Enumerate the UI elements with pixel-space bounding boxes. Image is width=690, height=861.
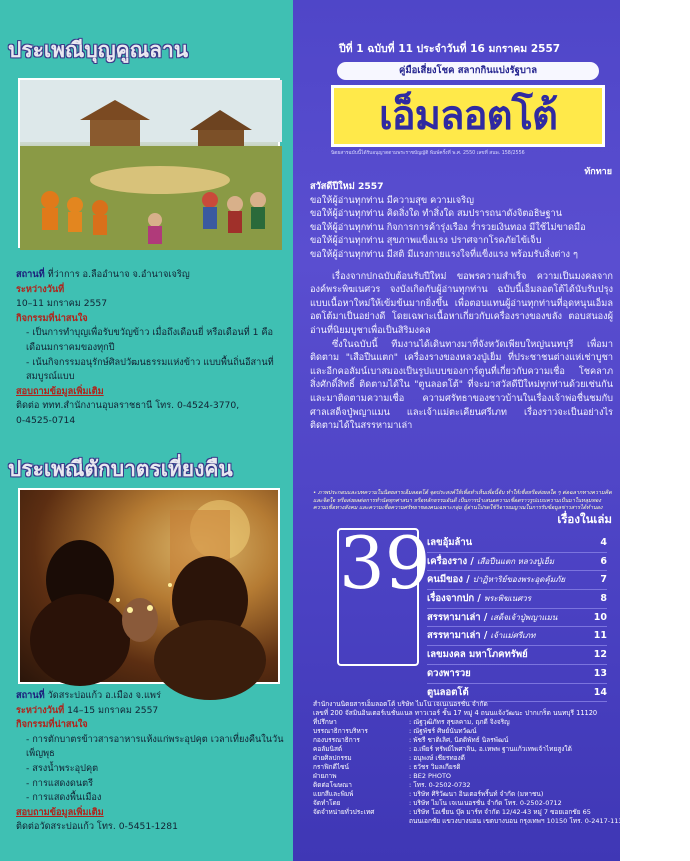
contact-line: 0-4525-0714 — [16, 414, 76, 426]
rice-ceremony-illustration — [20, 80, 282, 250]
staff-row: คอลัมนิสต์ : อ.เพียร์ ทรัพย์ไพศาลิน, อ.เหพพ ฐานแก้วเทพเจ้าไทยสูงใต้ — [313, 745, 572, 753]
greeting-line: ขอให้ผู้อ่านทุกท่าน มีสติ มีแรงกายแรงใจที่แข็งแรง พร้อมรับสิ่งต่าง ๆ — [310, 248, 578, 260]
editorial-paragraph: ซึ่งในฉบับนี้ ทีมงานได้เดินทางมาที่จังหวัดเพียบใหญ่นนทบุรี เพื่อมาติดตาม "เสือปืนแตก" เครื่องรางของหลวงปู่เย็ม ที่ประชาชนต่างแห่เช่าบูชา และอีกคอลัมน์เบาสมองเป็นรูปแบบของการ์ตูนที่เกี่ยวกับความเชื่อ โชคลาภ สิ่งศักดิ์สิทธิ์ ติดตามได้ใน "ตูนลอตโต้" ที่จะมาสวัสดีปีใหม่ทุกท่านด้วยเช่นกัน และมาติดตามความเชื่อ ความศรัทธาของชาวบ้านในเรื่องเจ้าพ่อชื่นชมกับศาลเสด็จปู่พญาแมน และเจ้าแม่ตะเคียนศรีเภท เรื่องราวจะเป็นอย่างไรติดตามได้ในสรรหามาเล่า — [310, 338, 613, 432]
date-label: ระหว่างวันที่ — [16, 704, 65, 716]
legal-line: นิตยสารฉบับนี้ได้รับอนุญาตตามพระราชบัญญัติ พิมพ์ครั้งที่ พ.ศ. 2550 เลขที่ สนพ. 158/2556 — [331, 151, 525, 156]
staff-row: บรรณาธิการบริหาร : ณัฐพัชร์ ศิษย์นันทวัฒน์ — [313, 727, 477, 735]
contact-heading: สอบถามข้อมูลเพิ่มเติม — [16, 385, 104, 397]
staff-row: ถนนเอกชัย แขวงบางบอน เขตบางบอน กรุงเทพฯ 10150 โทร. 0-2417-1133 แฟกซ์ 0-2898-0505 — [409, 817, 690, 825]
staff-row: แยกสีและพิมพ์ : บริษัท ศิริวัฒนา อินเตอร์พริ้นท์ จำกัด (มหาชน) — [313, 790, 544, 798]
toc-row[interactable]: เครื่องราง / เสือปืนแตก หลวงปู่เย็ม 6 — [427, 553, 607, 572]
date-value: 14–15 มกราคม 2557 — [67, 704, 159, 716]
tagline-pill: คู่มือเสี่ยงโชค สลากกินแบ่งรัฐบาล — [337, 62, 599, 80]
editorial-body — [310, 180, 613, 433]
toc-row[interactable]: เรื่องจากปก / พระพิฆเนศวร 8 — [427, 590, 607, 609]
greeting-line: ขอให้ผู้อ่านทุกท่าน กิจการการค้ารุ่งเรือง ร่ำรวยเงินทอง มีใช้ไม่ขาดมือ — [310, 221, 586, 233]
greeting-line: ขอให้ผู้อ่านทุกท่าน คิดสิ่งใด ทำสิ่งใด สมปรารถนาดังจิตอธิษฐาน — [310, 208, 562, 220]
contact-heading: สอบถามข้อมูลเพิ่มเติม — [16, 806, 104, 818]
contact-line: ติดต่อวัดสระบ่อแก้ว โทร. 0-5451-1281 — [16, 821, 178, 833]
editorial-paragraph: เรื่องจากปกฉบับต้อนรับปีใหม่ ขอพรความสำเร็จ ความเป็นมงคลจากองค์พระพิฆเนศวร จงบังเกิดกับผู้อ่านทุกท่าน ฉบับนี้เอ็มลอตโต้ได้นับรับปรุงแบบเนื้อหาใหม่ให้เข้มข้นมากยิ่งขึ้น เพื่อตอบแทนผู้อ่านทุกท่านที่อุดหนุนเอ็มลอตโต้มาเป็นอย่างดี โดยเฉพาะเนื้อหาเกี่ยวกับเครื่องรางของขลัง ตอบสนองผู้อ่านที่นิยมบูชาเพื่อเป็นสิริมงคล — [310, 270, 613, 336]
toc-row[interactable]: คนมีของ / ปาฏิหาริย์ของพระอุดคุ้มภัย 7 — [427, 571, 607, 590]
date-value: 10–11 มกราคม 2557 — [16, 298, 108, 310]
toc-big-number: 39 — [337, 528, 419, 666]
staff-row: กราฟิกดีไซน์ : ธวัชร วิมลเกียรติ — [313, 763, 461, 771]
toc-row[interactable]: เลขอุ้มล้าน 4 — [427, 534, 607, 553]
activity-item: - การแสดงดนตรี — [26, 777, 94, 789]
activity-item: - เป็นการทำบุญเพื่อรับขวัญข้าว เมื่อถึงเดือนยี่ หรือเดือนที่ 1 คือเดือนมกราคมของทุกปี — [26, 327, 274, 353]
activity-item: - เน้นกิจกรรมอนุรักษ์ศิลปวัฒนธรรมแห่งข้าว แบบพื้นถิ่นอีสานที่สมบูรณ์แบบ — [26, 356, 274, 383]
section2-photo — [18, 488, 280, 684]
greeting-heading: สวัสดีปีใหม่ 2557 — [310, 181, 384, 192]
toc-row[interactable]: สรรหามาเล่า / เสด็จเจ้าปู่พญาแมน 10 — [427, 609, 607, 628]
section1-photo — [18, 78, 280, 248]
greeting-line: ขอให้ผู้อ่านทุกท่าน สุขภาพแข็งแรง ปราศจากโรคภัยไข้เจ็บ — [310, 235, 542, 247]
org-line: สำนักงานนิตยสารเอ็มลอตโต้ บริษัท ไมโน เจเนเนอรชั่น จำกัด — [313, 700, 488, 708]
section1-title: ประเพณีบุญคูณลาน — [8, 38, 189, 62]
section2-info — [16, 689, 284, 835]
greeting-line: ขอให้ผู้อ่านทุกท่าน มีความสุข ความเจริญ — [310, 194, 474, 206]
section1-info — [16, 268, 284, 429]
org-line: เลขที่ 200 จัสมินอินเตอร์เนชั่นแนล ทาวเวอร์ ชั้น 17 หมู่ 4 ถนนแจ้งวัฒนะ ปากเกร็ด นนทบุรี 11120 — [313, 709, 598, 717]
table-of-contents — [427, 534, 607, 702]
activity-item: - สรงน้ำพระอุปคุต — [26, 762, 99, 774]
toc-title: เรื่องในเล่ม — [557, 512, 612, 526]
toc-row[interactable]: สรรหามาเล่า / เจ้าแม่ศรีเภท 11 — [427, 627, 607, 646]
place-value: ที่ว่าการ อ.ลืออำนาจ จ.อำนาจเจริญ — [47, 269, 190, 280]
staff-box — [313, 700, 690, 826]
staff-row: กองบรรณาธิการ : พัชรี ชาติเลิศ, นิตติพัทธ์ นิลรพัฒน์ — [313, 736, 509, 744]
place-label: สถานที่ — [16, 690, 45, 701]
activities-heading: กิจกรรมที่น่าสนใจ — [16, 312, 88, 324]
editorial-author: ทักทาย — [584, 167, 612, 177]
activities-heading: กิจกรรมที่น่าสนใจ — [16, 719, 88, 731]
toc-row[interactable]: ตูนลอตโต้ 14 — [427, 684, 607, 703]
staff-row: จัดทำโดย : บริษัท ไมโน เจเนเนอรชั่น จำกัด โทร. 0-2502-0712 — [313, 799, 562, 807]
place-label: สถานที่ — [16, 269, 45, 280]
staff-row: ติดต่อโฆษณา : โทร. 0-2502-0732 — [313, 781, 471, 789]
toc-row[interactable]: ดวงพารวย 13 — [427, 665, 607, 684]
date-label: ระหว่างวันที่ — [16, 283, 65, 295]
activity-item: - การแสดงพื้นเมือง — [26, 792, 102, 804]
staff-row: ฝ่ายศิลปกรรม : อนุพงษ์ เชียรทองดี — [313, 754, 465, 762]
left-column — [0, 0, 293, 861]
staff-row: ฝ่ายภาพ : BE2 PHOTO — [313, 772, 452, 780]
staff-row: จัดจำหน่ายทั่วประเทศ : บริษัท โอเชี่ยน บุ๊ค มาร์ท จำกัด 12/42-43 หมู่ 7 ซอยเอกชัย 65 — [313, 808, 591, 816]
place-value: วัดสระบ่อแก้ว อ.เมือง จ.แพร่ — [47, 690, 161, 701]
toc-row[interactable]: เลขมงคล มหาโภคทรัพย์ 12 — [427, 646, 607, 665]
disclaimer-note: • ภาพประกอบและบทความในนิตยสารเอ็มลอตโต้ จุดประสงค์ให้เพื่อทำเห็นเพื่อนี้จับ ทำให้เชื่อหรือส่งผลใด ๆ ต่อฉลากทางความคิดและจิตใจ หรือส่งผลต่อการทำนัดทุกศาสนา หรือหลักธรรมอันดี เป็นการนำเสนอความเชื่อตราวรูปแบบความเป็นมาในหลุมทองความเชื่อทางสังคม และความเชื่อความศรัทธาของคนเฉพาะกลุ่ม ผู้อ่านโปรดใช้วิจารณญาณในการรับข้อมูลข่าวสารได้ทำนอง — [313, 490, 612, 512]
staff-row: ที่ปรึกษา : ณัฐวุฒิภัทร สุขลคาม, ฤภดี จิงจริญ — [313, 718, 510, 726]
section2-title: ประเพณีตักบาตรเที่ยงคืน — [8, 457, 233, 481]
activity-item: - การตักบาตรข้าวสารอาหารแห้งแก่พระอุปคุต เวลาเที่ยงคืนในวันเพ็ญพุธ — [26, 733, 284, 760]
right-column — [293, 0, 690, 861]
issue-line: ปีที่ 1 ฉบับที่ 11 ประจำวันที่ 16 มกราคม 2557 — [339, 43, 561, 55]
magazine-logo: เอ็มลอตโต้ — [331, 85, 605, 147]
candle-procession-illustration — [20, 490, 282, 686]
contact-line: ติดต่อ ททท.สำนักงานอุบลราชธานี โทร. 0-4524-3770, — [16, 400, 240, 412]
